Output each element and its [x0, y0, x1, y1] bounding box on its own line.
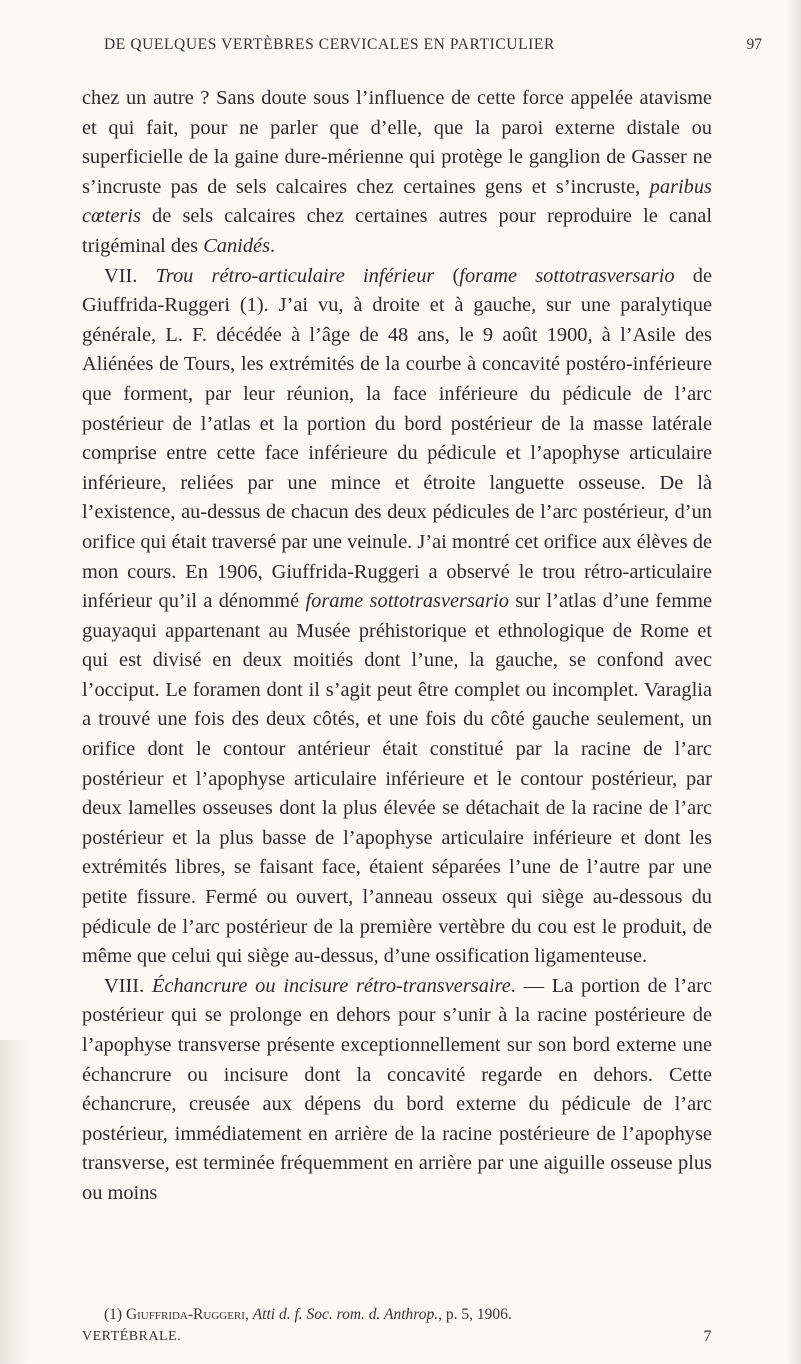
text-run: . — La portion de l’arc postérieur qui se prolonge en dehors pour s’unir à la racine postérieure de l’apophyse transverse présente exceptionnellement sur son bord externe une échancrure ou incisure dont la concavité regarde en dehors. Cette échancrure, creusée aux dépens du bord externe du pédicule de l’arc postérieur, immédiatement en arrière de la racine postérieure de l’apophyse transverse, est terminée fréquemment en arrière par une aiguille osseuse plus ou moins [82, 974, 712, 1204]
footnote-source: Atti d. f. Soc. rom. d. Anthrop. [252, 1306, 439, 1323]
section-heading: Trou rétro-articulaire inférieur [155, 264, 435, 287]
body-text [82, 84, 712, 1209]
footnote-author: Giuffrida-Ruggeri [125, 1306, 245, 1323]
paragraph-continuation [82, 84, 712, 262]
italic-text: paribus cœteris [82, 175, 712, 228]
text-run: , p. 5, 1906. [438, 1306, 512, 1323]
text-run: sur l’atlas d’une femme guayaqui appartenant au Musée préhistorique et ethnologique de Rome et qui est divisé en deux moitiés dont l’une, la gauche, se confond avec l’occiput. Le foramen dont il s’agit peut être complet ou incomplet. Varaglia a trouvé une fois des deux côtés, et une fois du côté gauche seulement, un orifice dont le contour antérieur était constitué par la racine de l’arc postérieur et l’apophyse articulaire inférieure et le contour postérieur, par deux lamelles osseuses dont la plus élevée se détachait de la racine de l’arc postérieur et la plus basse de l’apophyse articulaire inférieure et dont les extrémités libres, se faisant face, étaient séparées l’une de l’autre par une petite fissure. Fermé ou ouvert, l’anneau osseux qui siège au-dessous du pédicule de l’arc postérieur de la première vertèbre du cou est le produit, de même que celui qui siège au-dessus, d’une ossification ligamenteuse. [82, 590, 713, 968]
text-run: de sels calcaires chez certaines autres pour reproduire le canal trigéminal des [82, 205, 712, 257]
italic-text: Canidés [203, 234, 271, 257]
text-run: , [244, 1306, 253, 1323]
italic-text: forame sottotrasversario [459, 264, 675, 287]
page-edge-shadow [0, 1040, 30, 1364]
signature-label: VERTÉBRALE. [82, 1329, 182, 1344]
paragraph-section-viii [82, 972, 712, 1209]
page-number: 97 [746, 36, 762, 53]
page-edge-shadow [787, 0, 801, 1364]
italic-text: forame sottotrasversario [305, 590, 509, 613]
paragraph-section-vii [82, 262, 712, 972]
footnote-line [82, 1304, 712, 1326]
running-head-title: DE QUELQUES VERTÈBRES CERVICALES EN PARTICULIER [104, 36, 555, 53]
text-run: de Giuffrida-Ruggeri (1). J’ai vu, à droite et à gauche, sur une paralytique générale, L. F. décédée à l’âge de 48 ans, le 9 août 1900, à l’Asile des Aliénées de Tours, les extrémités de la courbe à concavité postéro-inférieure que forment, par leur réunion, la face inférieure du pédicule de l’arc postérieur de l’atlas et la portion du bord postérieur de la masse latérale comprise entre cette face inférieure du pédicule et l’apophyse articulaire inférieure, reliées par une mince et étroite languette osseuse. De là l’existence, au-dessus de chacun des deux pédicules de l’arc postérieur, d’un orifice qui était traversé par une veinule. J’ai montré cet orifice aux élèves de mon cours. En 1906, Giuffrida-Ruggeri a observé le trou rétro-articulaire inférieur qu’il a dénommé [82, 264, 713, 613]
printer-signature [82, 1326, 712, 1348]
footnote [82, 1304, 712, 1348]
footnote-marker: (1) [104, 1306, 126, 1323]
section-heading: Échancrure ou incisure rétro-transversaire [151, 974, 511, 997]
running-head [82, 36, 782, 60]
text-run: . [270, 234, 276, 257]
text-run: ( [434, 264, 460, 287]
section-number: VIII. [104, 974, 152, 997]
signature-number: 7 [703, 1328, 712, 1345]
text-run: chez un autre ? Sans doute sous l’influence de cette force appelée atavisme et qui fait, pour ne parler que d’elle, que la paroi externe distale ou superficielle de la gaine dure-mérienne qui protège le ganglion de Gasser ne s’incruste pas de sels calcaires chez certaines gens et s’incruste, [82, 87, 712, 198]
section-number: VII. [104, 264, 156, 287]
